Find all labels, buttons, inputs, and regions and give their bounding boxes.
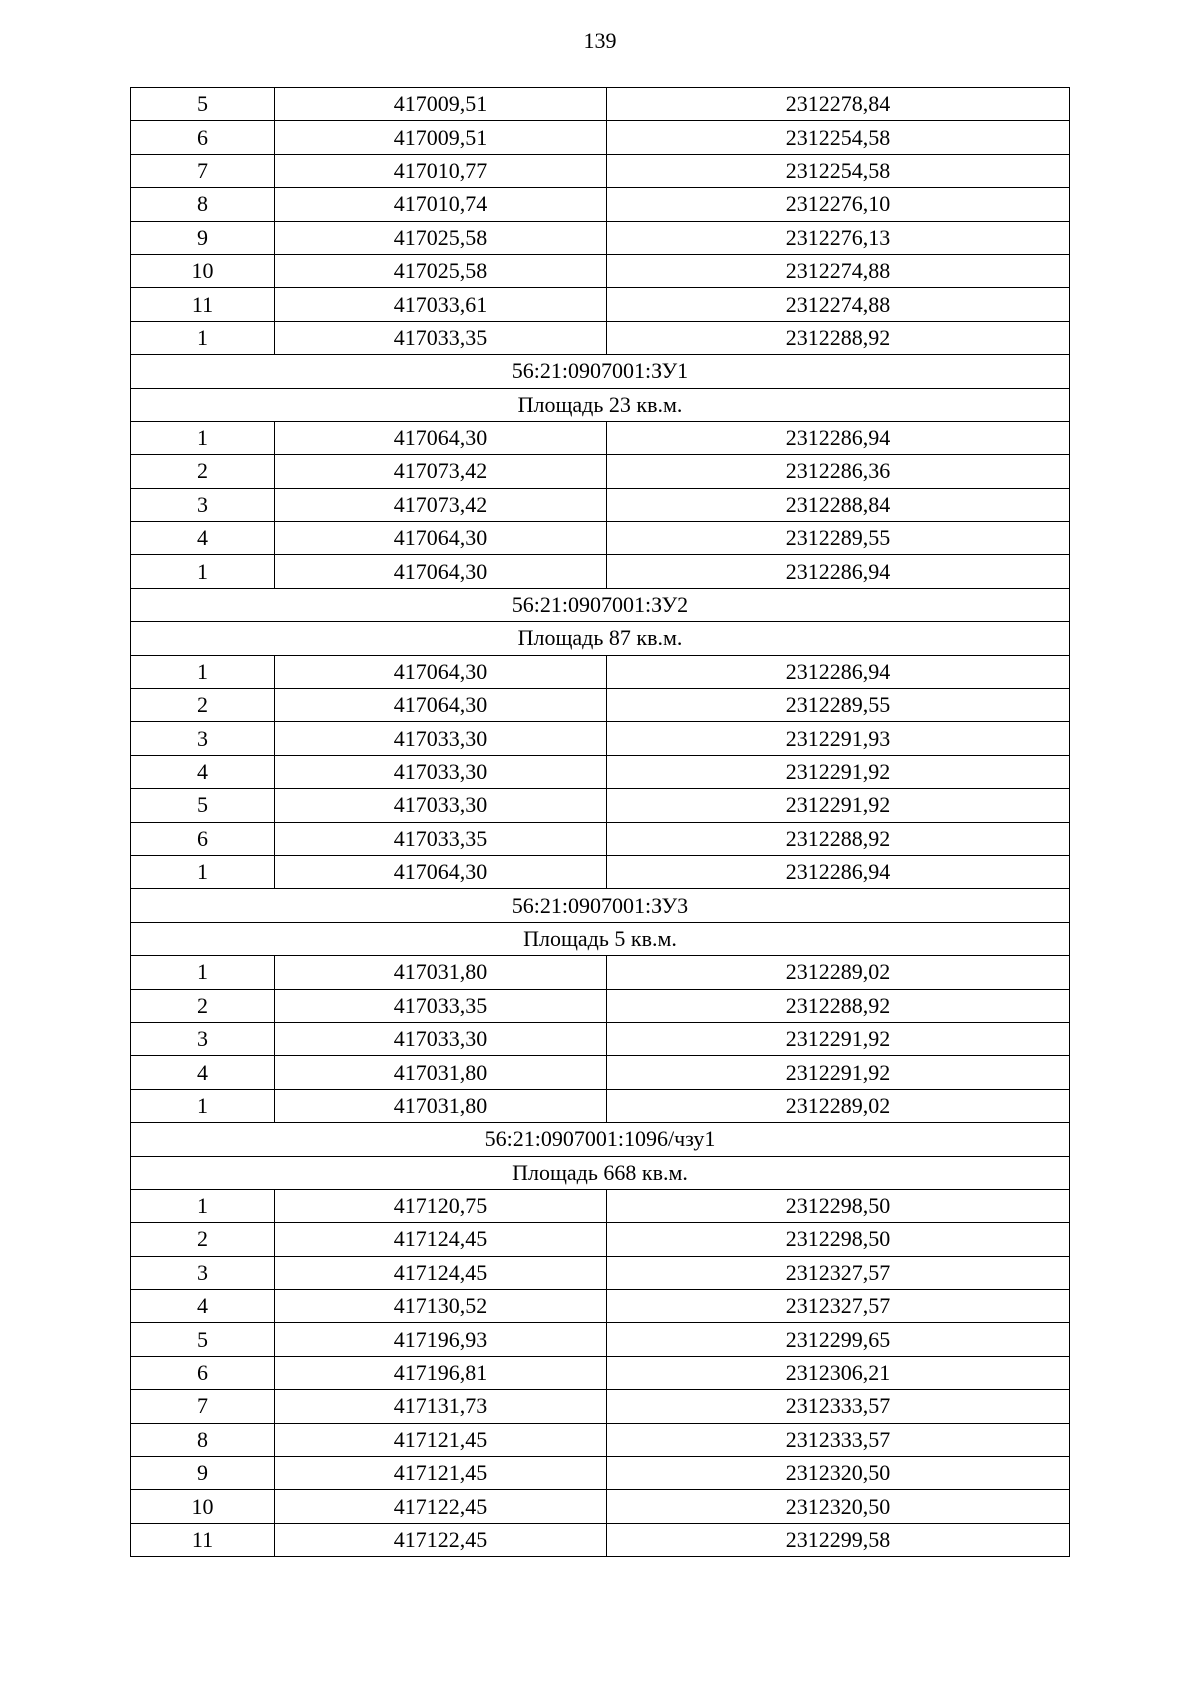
- point-number-cell: 7: [131, 1390, 275, 1423]
- y-coordinate-cell: 2312320,50: [607, 1457, 1070, 1490]
- y-coordinate-cell: 2312254,58: [607, 154, 1070, 187]
- x-coordinate-cell: 417033,61: [275, 288, 607, 321]
- area-label: Площадь 87 кв.м.: [131, 622, 1070, 655]
- x-coordinate-cell: 417131,73: [275, 1390, 607, 1423]
- table-row: [131, 1022, 1070, 1055]
- point-number-cell: 2: [131, 989, 275, 1022]
- point-number-cell: 8: [131, 188, 275, 221]
- x-coordinate-cell: 417122,45: [275, 1490, 607, 1523]
- table-row: [131, 1189, 1070, 1222]
- table-row: [131, 221, 1070, 254]
- point-number-cell: 3: [131, 1256, 275, 1289]
- table-row: [131, 421, 1070, 454]
- point-number-cell: 1: [131, 1189, 275, 1222]
- point-number-cell: 10: [131, 254, 275, 287]
- x-coordinate-cell: 417031,80: [275, 1089, 607, 1122]
- point-number-cell: 6: [131, 121, 275, 154]
- table-row: [131, 455, 1070, 488]
- x-coordinate-cell: 417031,80: [275, 956, 607, 989]
- table-row: [131, 855, 1070, 888]
- x-coordinate-cell: 417031,80: [275, 1056, 607, 1089]
- y-coordinate-cell: 2312288,92: [607, 989, 1070, 1022]
- y-coordinate-cell: 2312306,21: [607, 1356, 1070, 1389]
- point-number-cell: 4: [131, 1056, 275, 1089]
- x-coordinate-cell: 417064,30: [275, 855, 607, 888]
- y-coordinate-cell: 2312286,94: [607, 855, 1070, 888]
- point-number-cell: 4: [131, 1290, 275, 1323]
- x-coordinate-cell: 417033,30: [275, 1022, 607, 1055]
- point-number-cell: 10: [131, 1490, 275, 1523]
- y-coordinate-cell: 2312327,57: [607, 1256, 1070, 1289]
- x-coordinate-cell: 417033,35: [275, 989, 607, 1022]
- table-row: [131, 121, 1070, 154]
- point-number-cell: 7: [131, 154, 275, 187]
- table-row: [131, 555, 1070, 588]
- table-row: [131, 1089, 1070, 1122]
- table-row: [131, 1223, 1070, 1256]
- point-number-cell: 1: [131, 555, 275, 588]
- y-coordinate-cell: 2312254,58: [607, 121, 1070, 154]
- cadastral-number: 56:21:0907001:ЗУ3: [131, 889, 1070, 922]
- cadastral-number-row: [131, 355, 1070, 388]
- table-row: [131, 1457, 1070, 1490]
- table-row: [131, 1056, 1070, 1089]
- table-row: [131, 1290, 1070, 1323]
- cadastral-number-row: [131, 588, 1070, 621]
- x-coordinate-cell: 417064,30: [275, 522, 607, 555]
- y-coordinate-cell: 2312327,57: [607, 1290, 1070, 1323]
- x-coordinate-cell: 417025,58: [275, 254, 607, 287]
- y-coordinate-cell: 2312288,92: [607, 321, 1070, 354]
- table-row: [131, 956, 1070, 989]
- point-number-cell: 1: [131, 321, 275, 354]
- point-number-cell: 11: [131, 288, 275, 321]
- table-row: [131, 1523, 1070, 1556]
- table-row: [131, 789, 1070, 822]
- area-label-row: [131, 922, 1070, 955]
- x-coordinate-cell: 417009,51: [275, 121, 607, 154]
- x-coordinate-cell: 417121,45: [275, 1423, 607, 1456]
- point-number-cell: 5: [131, 1323, 275, 1356]
- point-number-cell: 1: [131, 855, 275, 888]
- y-coordinate-cell: 2312286,94: [607, 421, 1070, 454]
- x-coordinate-cell: 417033,30: [275, 789, 607, 822]
- x-coordinate-cell: 417064,30: [275, 689, 607, 722]
- y-coordinate-cell: 2312276,13: [607, 221, 1070, 254]
- table-row: [131, 722, 1070, 755]
- table-row: [131, 254, 1070, 287]
- table-row: [131, 1390, 1070, 1423]
- x-coordinate-cell: 417073,42: [275, 455, 607, 488]
- area-label: Площадь 5 кв.м.: [131, 922, 1070, 955]
- table-row: [131, 755, 1070, 788]
- x-coordinate-cell: 417196,93: [275, 1323, 607, 1356]
- point-number-cell: 6: [131, 822, 275, 855]
- x-coordinate-cell: 417120,75: [275, 1189, 607, 1222]
- table-row: [131, 989, 1070, 1022]
- y-coordinate-cell: 2312289,55: [607, 522, 1070, 555]
- x-coordinate-cell: 417010,77: [275, 154, 607, 187]
- y-coordinate-cell: 2312276,10: [607, 188, 1070, 221]
- x-coordinate-cell: 417064,30: [275, 421, 607, 454]
- y-coordinate-cell: 2312291,92: [607, 1056, 1070, 1089]
- x-coordinate-cell: 417121,45: [275, 1457, 607, 1490]
- y-coordinate-cell: 2312333,57: [607, 1423, 1070, 1456]
- table-row: [131, 154, 1070, 187]
- point-number-cell: 9: [131, 221, 275, 254]
- point-number-cell: 6: [131, 1356, 275, 1389]
- table-row: [131, 321, 1070, 354]
- y-coordinate-cell: 2312291,92: [607, 789, 1070, 822]
- x-coordinate-cell: 417124,45: [275, 1256, 607, 1289]
- coordinates-table: [130, 87, 1070, 1557]
- x-coordinate-cell: 417124,45: [275, 1223, 607, 1256]
- point-number-cell: 1: [131, 421, 275, 454]
- y-coordinate-cell: 2312288,92: [607, 822, 1070, 855]
- point-number-cell: 2: [131, 1223, 275, 1256]
- area-label-row: [131, 388, 1070, 421]
- y-coordinate-cell: 2312291,92: [607, 755, 1070, 788]
- table-row: [131, 1256, 1070, 1289]
- point-number-cell: 1: [131, 956, 275, 989]
- area-label-row: [131, 622, 1070, 655]
- y-coordinate-cell: 2312299,65: [607, 1323, 1070, 1356]
- point-number-cell: 8: [131, 1423, 275, 1456]
- area-label-row: [131, 1156, 1070, 1189]
- table-row: [131, 522, 1070, 555]
- cadastral-number: 56:21:0907001:1096/чзу1: [131, 1123, 1070, 1156]
- point-number-cell: 1: [131, 655, 275, 688]
- y-coordinate-cell: 2312289,02: [607, 1089, 1070, 1122]
- table-row: [131, 1323, 1070, 1356]
- point-number-cell: 3: [131, 722, 275, 755]
- table-row: [131, 188, 1070, 221]
- point-number-cell: 11: [131, 1523, 275, 1556]
- table-row: [131, 655, 1070, 688]
- point-number-cell: 2: [131, 455, 275, 488]
- y-coordinate-cell: 2312299,58: [607, 1523, 1070, 1556]
- page-number: 139: [583, 28, 617, 53]
- point-number-cell: 5: [131, 88, 275, 121]
- point-number-cell: 3: [131, 488, 275, 521]
- x-coordinate-cell: 417064,30: [275, 555, 607, 588]
- y-coordinate-cell: 2312286,94: [607, 655, 1070, 688]
- coordinates-table-body: [131, 88, 1070, 1557]
- x-coordinate-cell: 417025,58: [275, 221, 607, 254]
- cadastral-number: 56:21:0907001:ЗУ1: [131, 355, 1070, 388]
- x-coordinate-cell: 417033,30: [275, 722, 607, 755]
- area-label: Площадь 23 кв.м.: [131, 388, 1070, 421]
- y-coordinate-cell: 2312289,02: [607, 956, 1070, 989]
- y-coordinate-cell: 2312288,84: [607, 488, 1070, 521]
- point-number-cell: 4: [131, 755, 275, 788]
- x-coordinate-cell: 417064,30: [275, 655, 607, 688]
- table-row: [131, 822, 1070, 855]
- table-row: [131, 1356, 1070, 1389]
- table-row: [131, 488, 1070, 521]
- x-coordinate-cell: 417073,42: [275, 488, 607, 521]
- point-number-cell: 9: [131, 1457, 275, 1490]
- x-coordinate-cell: 417122,45: [275, 1523, 607, 1556]
- point-number-cell: 3: [131, 1022, 275, 1055]
- table-row: [131, 1490, 1070, 1523]
- table-row: [131, 689, 1070, 722]
- y-coordinate-cell: 2312274,88: [607, 288, 1070, 321]
- y-coordinate-cell: 2312320,50: [607, 1490, 1070, 1523]
- y-coordinate-cell: 2312298,50: [607, 1223, 1070, 1256]
- cadastral-number-row: [131, 1123, 1070, 1156]
- area-label: Площадь 668 кв.м.: [131, 1156, 1070, 1189]
- x-coordinate-cell: 417130,52: [275, 1290, 607, 1323]
- y-coordinate-cell: 2312286,94: [607, 555, 1070, 588]
- y-coordinate-cell: 2312298,50: [607, 1189, 1070, 1222]
- y-coordinate-cell: 2312291,92: [607, 1022, 1070, 1055]
- table-row: [131, 288, 1070, 321]
- y-coordinate-cell: 2312291,93: [607, 722, 1070, 755]
- point-number-cell: 5: [131, 789, 275, 822]
- y-coordinate-cell: 2312274,88: [607, 254, 1070, 287]
- x-coordinate-cell: 417010,74: [275, 188, 607, 221]
- point-number-cell: 2: [131, 689, 275, 722]
- x-coordinate-cell: 417033,30: [275, 755, 607, 788]
- point-number-cell: 1: [131, 1089, 275, 1122]
- y-coordinate-cell: 2312289,55: [607, 689, 1070, 722]
- x-coordinate-cell: 417009,51: [275, 88, 607, 121]
- y-coordinate-cell: 2312286,36: [607, 455, 1070, 488]
- table-row: [131, 88, 1070, 121]
- cadastral-number-row: [131, 889, 1070, 922]
- x-coordinate-cell: 417033,35: [275, 321, 607, 354]
- y-coordinate-cell: 2312278,84: [607, 88, 1070, 121]
- point-number-cell: 4: [131, 522, 275, 555]
- y-coordinate-cell: 2312333,57: [607, 1390, 1070, 1423]
- x-coordinate-cell: 417033,35: [275, 822, 607, 855]
- cadastral-number: 56:21:0907001:ЗУ2: [131, 588, 1070, 621]
- x-coordinate-cell: 417196,81: [275, 1356, 607, 1389]
- table-row: [131, 1423, 1070, 1456]
